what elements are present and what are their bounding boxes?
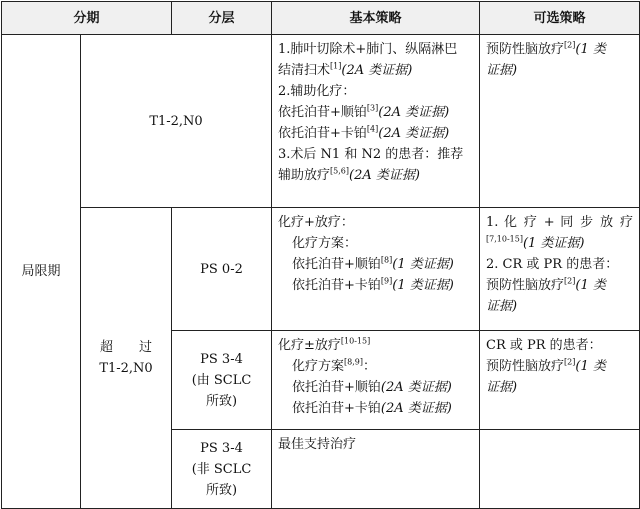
table-row (2, 35, 640, 208)
table-row (2, 208, 640, 331)
optional-strategy-cell: 1. 化 疗 + 同 步 放 疗 [7,10-15](1 类证据) 2. CR 或 PR 的患者： 预防性脑放疗[2](1 类 证据) (480, 208, 640, 331)
basic-strategy-cell: 最佳支持治疗 (272, 430, 480, 509)
header-layer: 分层 (172, 2, 272, 35)
basic-strategy-cell: 1.肺叶切除术+肺门、纵隔淋巴 结清扫术[1](2A 类证据) 2.辅助化疗： 依托泊苷+顺铂[3](2A 类证据) 依托泊苷+卡铂[4](2A 类证据) 3.术后 N1 和 N2 的患者：推荐 辅助放疗[5,6](2A 类证据) (272, 35, 480, 208)
ps-cell: PS 3-4 (非 SCLC 所致) (172, 430, 272, 509)
layer-cell: 超 过 T1-2,N0 (81, 208, 172, 509)
treatment-strategy-table (1, 1, 640, 509)
ps-cell: PS 3-4 (由 SCLC 所致) (172, 331, 272, 430)
basic-strategy-cell: 化疗±放疗[10-15] 化疗方案[8,9]： 依托泊苷+顺铂(2A 类证据) 依托泊苷+卡铂(2A 类证据) (272, 331, 480, 430)
optional-strategy-cell: 预防性脑放疗[2](1 类 证据) (480, 35, 640, 208)
header-optional-strategy: 可选策略 (480, 2, 640, 35)
header-stage: 分期 (2, 2, 172, 35)
layer-cell: T1-2,N0 (81, 35, 272, 208)
stage-label: 局限期 (21, 264, 61, 279)
basic-strategy-cell: 化疗+放疗： 化疗方案： 依托泊苷+顺铂[8](1 类证据) 依托泊苷+卡铂[9](1 类证据) (272, 208, 480, 331)
header-basic-strategy: 基本策略 (272, 2, 480, 35)
ps-cell: PS 0-2 (172, 208, 272, 331)
stage-cell (2, 35, 81, 509)
optional-strategy-cell (480, 430, 640, 509)
header-row (2, 2, 640, 35)
optional-strategy-cell: CR 或 PR 的患者： 预防性脑放疗[2](1 类 证据) (480, 331, 640, 430)
